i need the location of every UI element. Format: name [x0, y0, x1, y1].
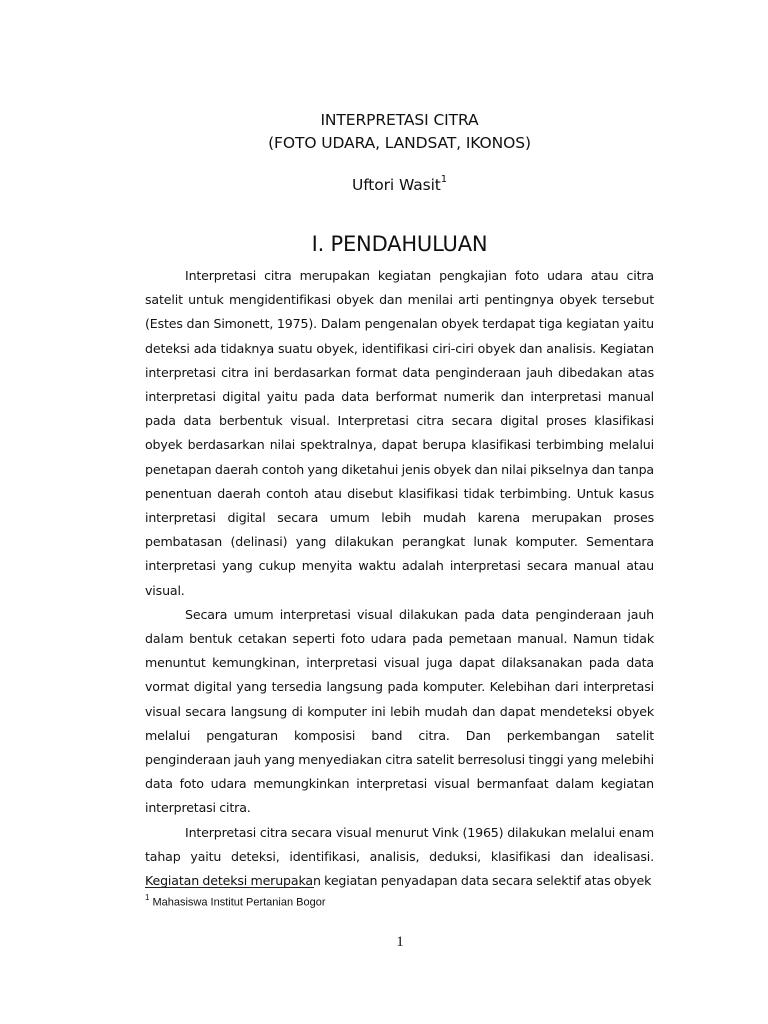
footnote-mark: 1: [145, 893, 150, 902]
body-text: [145, 264, 654, 893]
document-title-line-1: INTERPRETASI CITRA: [320, 111, 479, 129]
paragraph: Interpretasi citra merupakan kegiatan pengkajian foto udara atau citra satelit untuk mengidentifikasi obyek dan menilai arti pentingnya obyek tersebut (Estes dan Simonett, 1975). Dalam pengenalan obyek terdapat tiga kegiatan yaitu deteksi ada tidaknya suatu obyek, identifikasi ciri-ciri obyek dan analisis. Kegiatan interpretasi citra ini berdasarkan format data penginderaan jauh dibedakan atas interpretasi digital yaitu pada data berformat numerik dan interpretasi manual pada data berbentuk visual. Interpretasi citra secara digital proses klasifikasi obyek berdasarkan nilai spektralnya, dapat berupa klasifikasi terbimbing melalui penetapan daerah contoh yang diketahui jenis obyek dan nilai pikselnya dan tanpa penentuan daerah contoh atau disebut klasifikasi tidak terbimbing. Untuk kasus interpretasi digital secara umum lebih mudah karena merupakan proses pembatasan (delinasi) yang dilakukan perangkat lunak komputer. Sementara interpretasi yang cukup menyita waktu adalah interpretasi secara manual atau visual.: [145, 268, 654, 598]
document-title-line-2: (FOTO UDARA, LANDSAT, IKONOS): [268, 134, 531, 152]
author-footnote-mark: 1: [440, 174, 448, 185]
author-name: Uftori Wasit: [351, 176, 441, 195]
paragraph: Interpretasi citra secara visual menurut Vink (1965) dilakukan melalui enam tahap yaitu deteksi, identifikasi, analisis, deduksi, klasifikasi dan idealisasi. Kegiatan deteksi merupakan kegiatan penyadapan data secara selektif atas obyek: [145, 824, 654, 889]
footnote-divider: [145, 887, 314, 888]
paragraph: Secara umum interpretasi visual dilakukan pada data penginderaan jauh dalam bentuk cetakan seperti foto udara pada pemetaan manual. Namun tidak menuntut kemungkinan, interpretasi visual juga dapat dilaksanakan pada data vormat digital yang tersedia langsung pada komputer. Kelebihan dari interpretasi visual secara langsung di komputer ini lebih mudah dan dapat mendeteksi obyek melalui pengaturan komposisi band citra. Dan perkembangan satelit penginderaan jauh yang menyediakan citra satelit berresolusi tinggi yang melebihi data foto udara memungkinkan interpretasi visual bermanfaat dalam kegiatan interpretasi citra.: [145, 606, 654, 816]
page-number: 1: [396, 934, 404, 950]
author-line: [145, 176, 654, 194]
footnote: [145, 894, 326, 909]
section-heading: I. PENDAHULUAN: [311, 232, 488, 256]
footnote-text: Mahasiswa Institut Pertanian Bogor: [152, 896, 326, 909]
